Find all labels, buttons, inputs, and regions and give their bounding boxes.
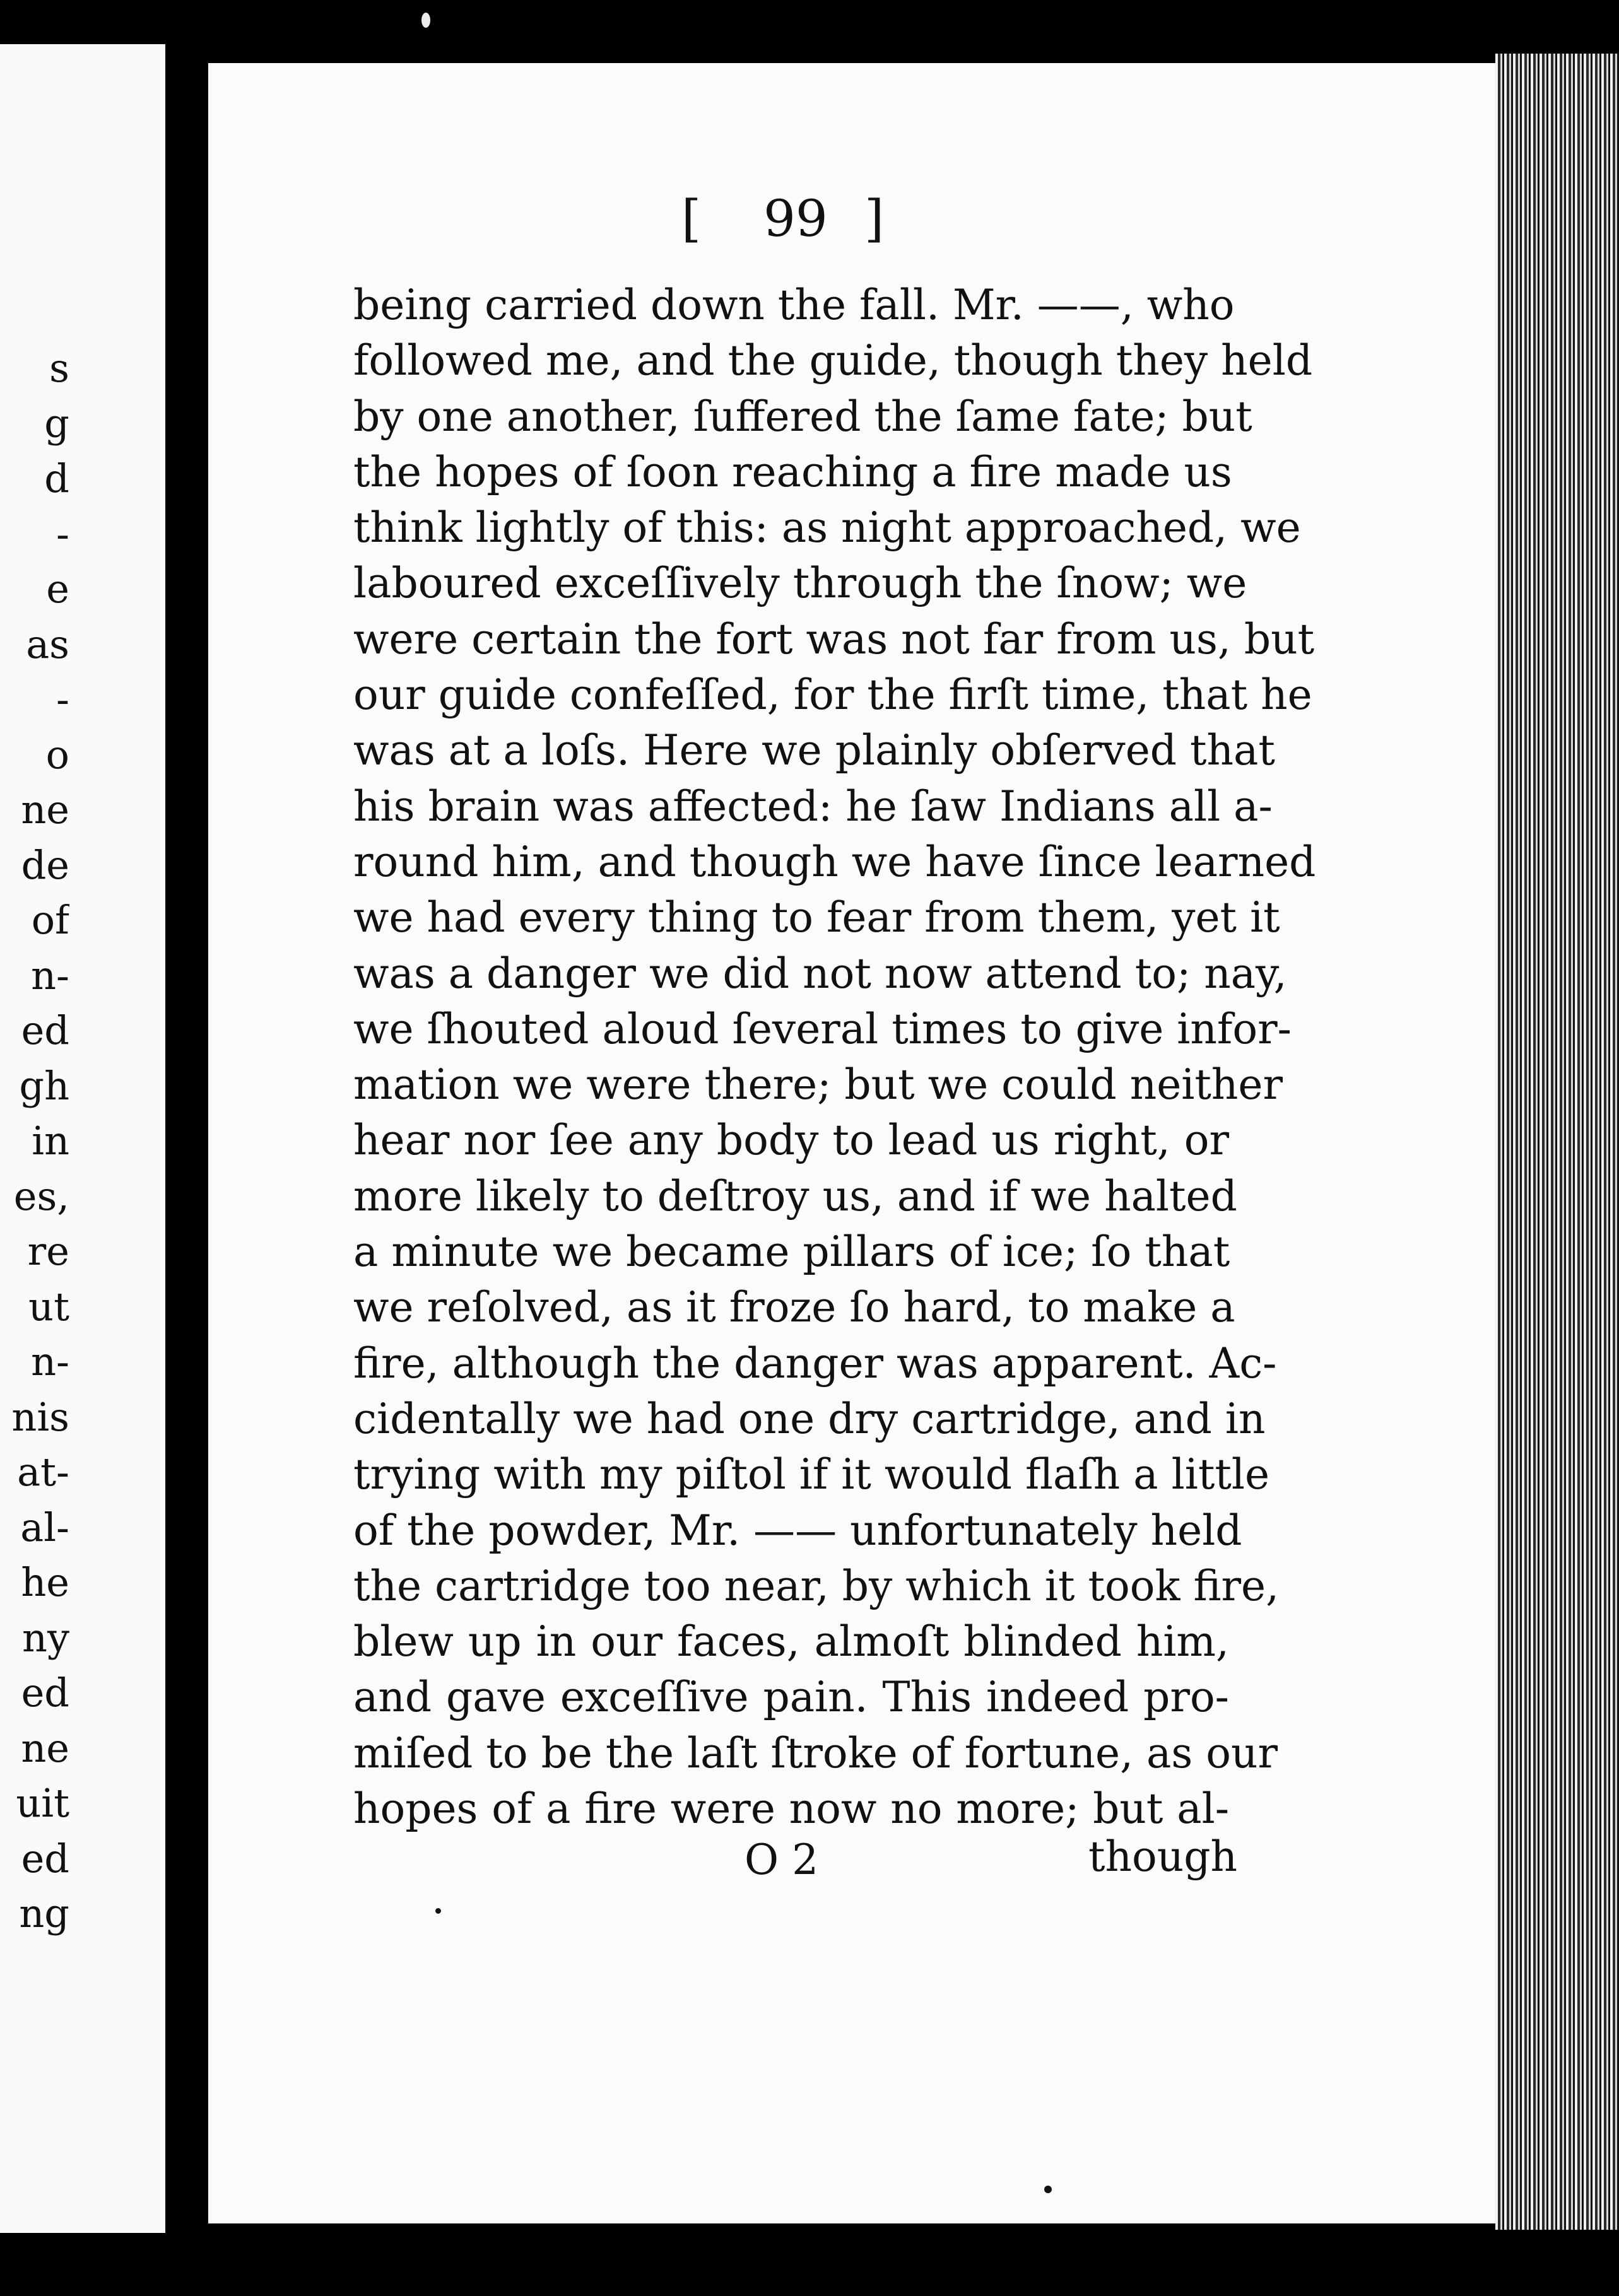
page-number: 99 [763, 189, 828, 248]
previous-page-fragment: - [56, 510, 69, 557]
previous-page-fragment: e [46, 566, 69, 612]
scan-speck [421, 13, 430, 28]
text-line: we reſolved, as it froze ſo hard, to make a [353, 1283, 1235, 1332]
header-bracket-close: ] [864, 189, 885, 248]
page-header [681, 189, 909, 265]
text-line: was a danger we did not now attend to; nay, [353, 949, 1287, 998]
text-line: hopes of a fire were now no more; but al- [353, 1784, 1229, 1834]
scan-speck [435, 1908, 441, 1914]
page-stack-edge [1495, 54, 1619, 2230]
previous-page-fragment: d [44, 455, 69, 501]
previous-page-fragment: al- [20, 1504, 69, 1550]
text-line: fire, although the danger was apparent. Ac- [353, 1338, 1277, 1388]
text-line: round him, and though we have ſince learned [353, 837, 1316, 886]
previous-page-fragment: ed [21, 1835, 69, 1882]
text-line: hear nor ſee any body to lead us right, or [353, 1116, 1229, 1165]
text-line: we ſhouted aloud ſeveral times to give infor- [353, 1004, 1292, 1053]
previous-page-fragment: ed [21, 1670, 69, 1716]
previous-page-fragment: ne [21, 787, 69, 833]
previous-page-fragment: as [26, 621, 69, 667]
text-line: of the powder, Mr. —— unfortunately held [353, 1506, 1242, 1555]
text-line: more likely to deſtroy us, and if we halted [353, 1171, 1237, 1221]
text-line: his brain was affected: he ſaw Indians all a- [353, 782, 1273, 831]
text-line: being carried down the fall. Mr. ——, who [353, 281, 1235, 329]
previous-page-fragment: ny [22, 1614, 69, 1661]
previous-page-fragment: of [31, 897, 69, 943]
text-line: were certain the fort was not far from us, but [353, 614, 1315, 664]
text-line: trying with my piſtol if it would flaſh a little [353, 1450, 1270, 1499]
text-line: our guide confeſſed, for the firſt time, that he [353, 671, 1312, 720]
previous-page-fragment: at- [17, 1449, 69, 1495]
text-line: miſed to be the laſt ſtroke of fortune, as our [353, 1728, 1278, 1778]
signature-mark: O 2 [745, 1836, 819, 1884]
previous-page-fragment: n- [31, 952, 69, 999]
body-text [353, 278, 1316, 1837]
previous-page-fragment: nis [11, 1393, 69, 1440]
text-line: a minute we became pillars of ice; ſo that [353, 1227, 1230, 1277]
previous-page-fragment: uit [16, 1780, 69, 1826]
text-line: mation we were there; but we could neither [353, 1060, 1283, 1110]
scan-speck [1044, 2186, 1052, 2193]
previous-page-fragment: o [45, 731, 69, 778]
text-line: blew up in our faces, almoſt blinded him, [353, 1617, 1229, 1666]
previous-page-fragment: ne [21, 1725, 69, 1771]
previous-page-fragment: ut [28, 1283, 69, 1330]
previous-page-edge [0, 44, 165, 2233]
text-line: by one another, ſuffered the ſame fate; but [353, 392, 1252, 441]
previous-page-fragment: s [49, 345, 69, 391]
text-line: followed me, and the guide, though they held [353, 336, 1313, 385]
previous-page-fragment: gh [19, 1062, 69, 1109]
previous-page-fragment: g [44, 400, 69, 447]
text-line: and gave exceſſive pain. This indeed pro- [353, 1673, 1229, 1722]
text-line: the cartridge too near, by which it took fire, [353, 1561, 1280, 1610]
text-line: the hopes of ſoon reaching a fire made us [353, 447, 1232, 496]
previous-page-text-fragments [0, 341, 69, 1942]
previous-page-fragment: in [32, 1118, 69, 1164]
previous-page-fragment: ng [19, 1890, 69, 1936]
previous-page-fragment: ed [21, 1007, 69, 1053]
text-line: think lightly of this: as night approached, we [353, 503, 1301, 553]
previous-page-fragment: de [21, 841, 69, 888]
header-bracket-open: [ [681, 189, 702, 248]
text-line: was at a loſs. Here we plainly obſerved that [353, 726, 1275, 775]
previous-page-fragment: re [27, 1228, 69, 1274]
text-line: laboured exceſſively through the ſnow; we [353, 559, 1247, 608]
previous-page-fragment: es, [13, 1173, 69, 1219]
previous-page-fragment: n- [31, 1338, 69, 1385]
previous-page-fragment: - [56, 676, 69, 722]
previous-page-fragment: he [21, 1559, 69, 1605]
text-line: we had every thing to fear from them, yet it [353, 893, 1280, 942]
catchword: though [1088, 1832, 1238, 1881]
text-line: cidentally we had one dry cartridge, and in [353, 1394, 1266, 1443]
